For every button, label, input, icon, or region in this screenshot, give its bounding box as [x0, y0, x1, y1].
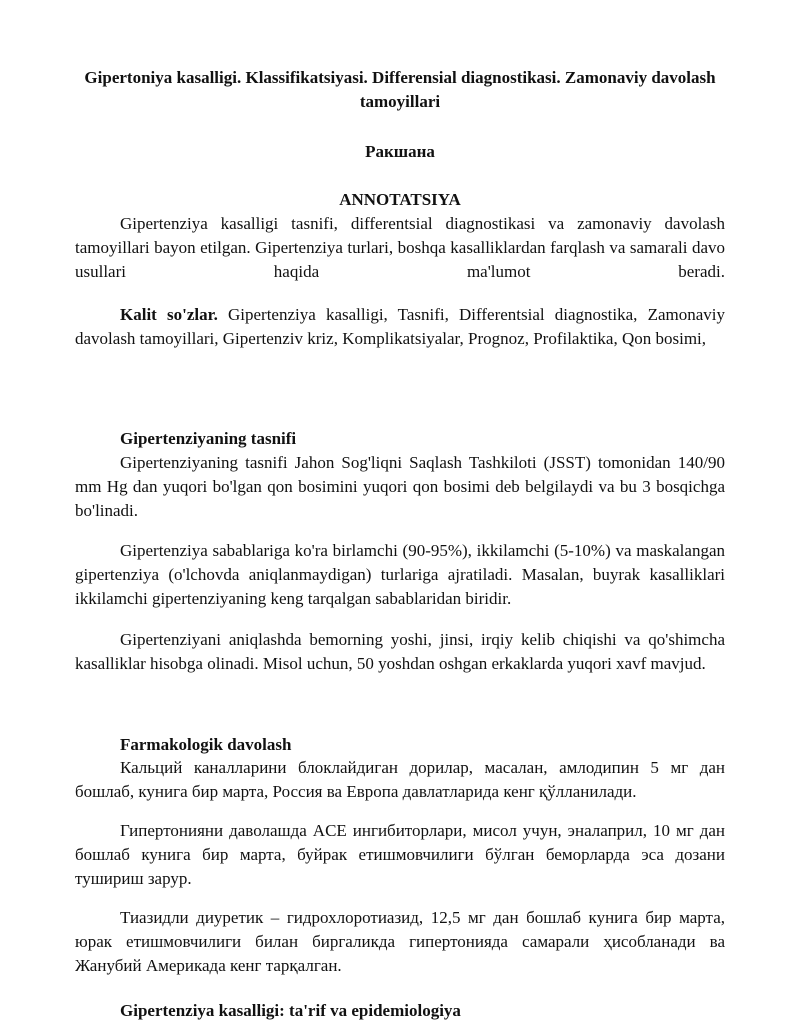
section-paragraph: Кальций каналларини блоклайдиган дорилар, масалан, амлодипин 5 мг дан бошлаб, кунига бир марта, Россия ва Европа давлатларида кенг қўлланилади. — [75, 758, 725, 801]
keywords-paragraph — [75, 303, 725, 351]
section-paragraph: Gipertenziyani aniqlashda bemorning yoshi, jinsi, irqiy kelib chiqishi va qo'shimcha kasalliklar hisobga olinadi. Misol uchun, 50 yoshdan oshgan erkaklarda yuqori xavf mavjud. — [75, 630, 725, 673]
keywords-text: Gipertenziya kasalligi, Tasnifi, Differentsial diagnostika, Zamonaviy davolash tamoyillari, Gipertenziv kriz, Komplikatsiyalar, Prognoz, Profilaktika, Qon bosimi, — [75, 305, 725, 348]
document-title: Gipertoniya kasalligi. Klassifikatsiyasi. Differensial diagnostikasi. Zamonaviy davolash tamoyillari — [84, 68, 716, 111]
section-paragraph: Тиазидли диуретик – гидрохлоротиазид, 12,5 мг дан бошлаб кунига бир марта, юрак етишмовчилиги билан биргаликда гипертонияда самарали ҳисобланади ва Жанубий Америкада кенг тарқалган. — [75, 908, 725, 975]
section-heading: Gipertenziya kasalligi: ta'rif va epidemiologiya — [120, 1001, 461, 1020]
annotation-text: Gipertenziya kasalligi tasnifi, differentsial diagnostikasi va zamonaviy davolash tamoyillari bayon etilgan. Gipertenziya turlari, boshqa kasalliklardan farqlash va samarali davo usullari haqida ma'lumot beradi. — [75, 214, 725, 281]
keywords-label: Kalit so'zlar. — [120, 305, 218, 324]
annotation-heading: ANNOTATSIYA — [339, 190, 461, 209]
section-heading: Farmakologik davolash — [120, 735, 292, 754]
section-paragraph: Gipertenziya sabablariga ko'ra birlamchi (90-95%), ikkilamchi (5-10%) va maskalangan gipertenziya (o'lchovda aniqlanmaydigan) turlariga ajratiladi. Masalan, buyrak kasalliklari ikkilamchi gipertenziyaning keng tarqalgan sabablaridan biridir. — [75, 541, 725, 608]
section-heading: Gipertenziyaning tasnifi — [120, 429, 297, 448]
section-paragraph: Gipertenziyaning tasnifi Jahon Sog'liqni Saqlash Tashkiloti (JSST) tomonidan 140/90 mm Hg dan yuqori bo'lgan qon bosimini yuqori qon bosimi deb belgilaydi va bu 3 bosqichga bo'linadi. — [75, 453, 725, 520]
author-name: Ракшана — [365, 142, 435, 161]
section-paragraph: Гипертонияни даволашда ACE ингибиторлари, мисол учун, эналаприл, 10 мг дан бошлаб кунига бир марта, буйрак етишмовчилиги бўлган беморларда эса дозани тушириш зарур. — [75, 821, 725, 888]
